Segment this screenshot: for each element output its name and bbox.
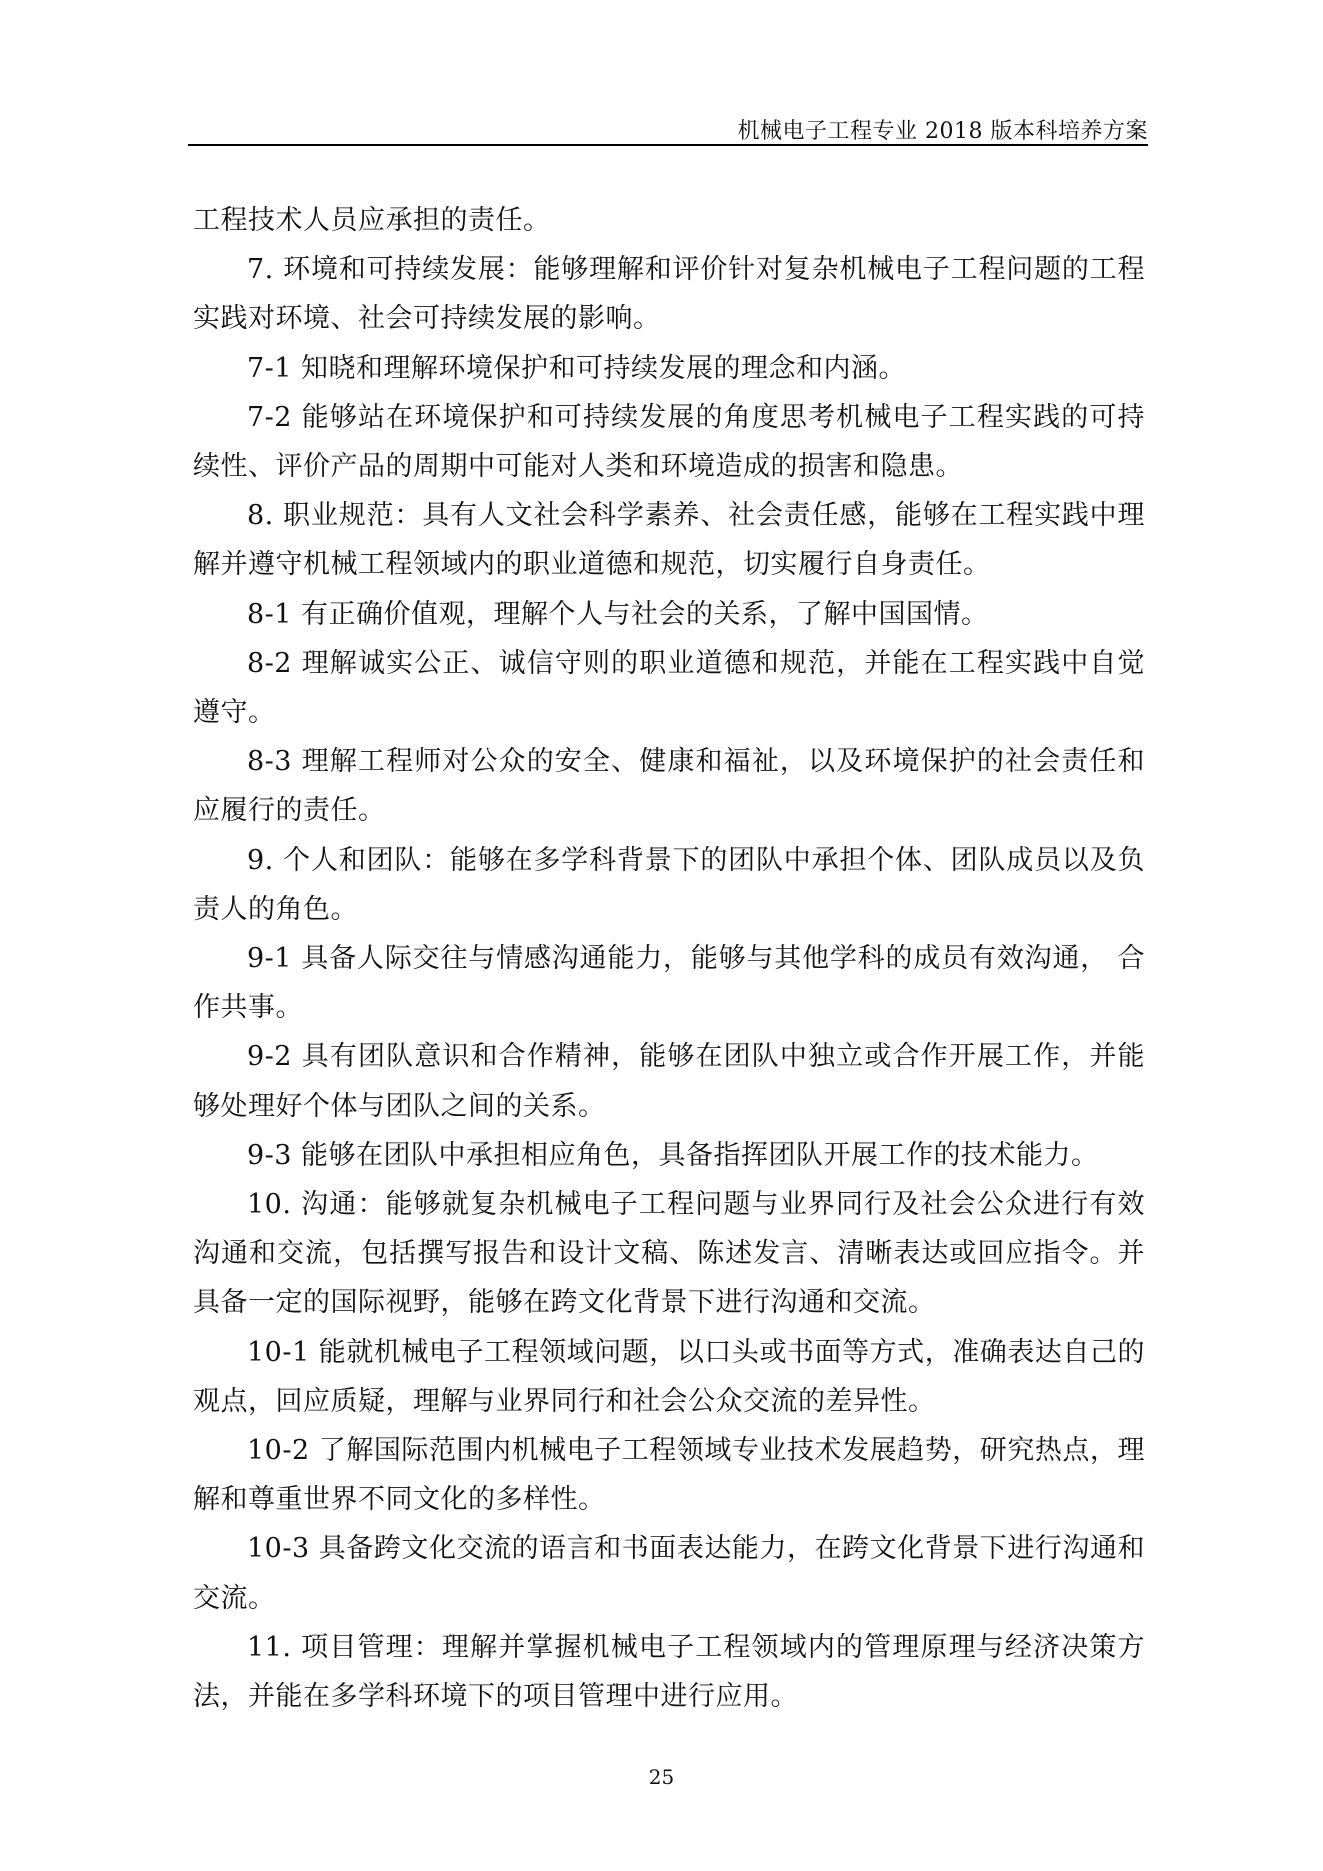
paragraph: 9-2 具有团队意识和合作精神，能够在团队中独立或合作开展工作，并能够处理好个体与团队之间的关系。 [193,1041,1145,1122]
paragraph: 9-1 具备人际交往与情感沟通能力，能够与其他学科的成员有效沟通， 合作共事。 [193,943,1145,1024]
paragraph: 9. 个人和团队：能够在多学科背景下的团队中承担个体、团队成员以及负责人的角色。 [193,844,1145,925]
paragraph: 10-1 能就机械电子工程领域问题，以口头或书面等方式，准确表达自己的观点，回应质疑，理解与业界同行和社会公众交流的差异性。 [193,1336,1145,1417]
paragraph: 工程技术人员应承担的责任。 [193,205,551,236]
paragraph: 10-2 了解国际范围内机械电子工程领域专业技术发展趋势，研究热点，理解和尊重世界不同文化的多样性。 [193,1435,1145,1516]
body-text [193,196,1145,1721]
paragraph: 8-1 有正确价值观，理解个人与社会的关系，了解中国国情。 [247,598,989,630]
header-rule [188,144,1148,146]
page-number: 25 [648,1765,675,1789]
paragraph: 8. 职业规范：具有人文社会科学素养、社会责任感，能够在工程实践中理解并遵守机械工程领域内的职业道德和规范，切实履行自身责任。 [193,500,1145,581]
paragraph: 7-2 能够站在环境保护和可持续发展的角度思考机械电子工程实践的可持续性、评价产品的周期中可能对人类和环境造成的损害和隐患。 [193,401,1145,483]
paragraph: 8-3 理解工程师对公众的安全、健康和福祉，以及环境保护的社会责任和应履行的责任。 [193,746,1145,827]
paragraph: 10-3 具备跨文化交流的语言和书面表达能力，在跨文化背景下进行沟通和交流。 [193,1533,1145,1614]
paragraph: 7-1 知晓和理解环境保护和可持续发展的理念和内涵。 [247,352,907,384]
paragraph: 10. 沟通：能够就复杂机械电子工程问题与业界同行及社会公众进行有效沟通和交流，包括撰写报告和设计文稿、陈述发言、清晰表达或回应指令。并具备一定的国际视野，能够在跨文化背景下进行沟通和交流。 [193,1189,1145,1319]
header-title: 机械电子工程专业 2018 版本科培养方案 [737,119,1148,144]
page-header [188,110,1148,146]
paragraph: 7. 环境和可持续发展：能够理解和评价针对复杂机械电子工程问题的工程实践对环境、社会可持续发展的影响。 [193,254,1145,335]
paragraph: 11. 项目管理：理解并掌握机械电子工程领域内的管理原理与经济决策方法，并能在多学科环境下的项目管理中进行应用。 [193,1631,1145,1713]
paragraph: 9-3 能够在团队中承担相应角色，具备指挥团队开展工作的技术能力。 [247,1139,1099,1171]
paragraph: 8-2 理解诚实公正、诚信守则的职业道德和规范，并能在工程实践中自觉遵守。 [193,647,1145,729]
